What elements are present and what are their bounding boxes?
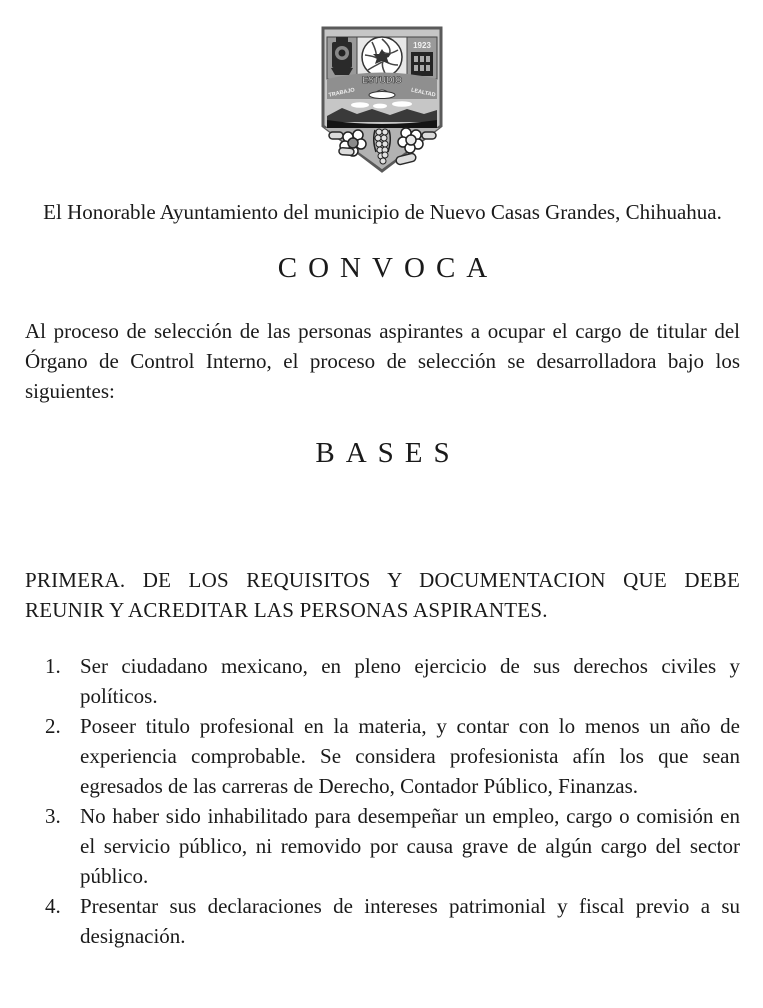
institution-header: El Honorable Ayuntamiento del municipio de Nuevo Casas Grandes, Chihuahua. <box>43 200 722 224</box>
list-item <box>25 711 740 801</box>
svg-text:TRABAJO: TRABAJO <box>328 87 356 99</box>
list-item-text: No haber sido inhabilitado para desempeñar un empleo, cargo o comisión en el servicio público, ni removido por causa grave de algún cargo del sector público. <box>80 804 740 888</box>
list-item-text: Presentar sus declaraciones de intereses patrimonial y fiscal previo a su designación. <box>80 894 740 948</box>
convoca-title: CONVOCA <box>277 252 499 284</box>
seal-container <box>25 4 740 177</box>
svg-text:LEALTAD: LEALTAD <box>410 87 436 99</box>
bases-title: BASES <box>315 437 461 469</box>
svg-text:1923: 1923 <box>413 41 431 50</box>
flowers-and-corn <box>325 128 439 169</box>
list-item-number: 3. <box>45 804 61 828</box>
list-item-number: 1. <box>45 654 61 678</box>
train-icon <box>331 37 353 75</box>
requirements-list <box>25 651 740 951</box>
paquime-rosette-icon <box>362 37 402 77</box>
municipal-seal-icon <box>312 4 453 177</box>
list-item-text: Poseer titulo profesional en la materia, y contar con lo menos un año de experiencia comprobable. Se considera profesionista afín los que sean egresados de las carreras de Derecho, Contador Público, Finanzas. <box>80 714 740 798</box>
svg-text:ESTUDIO: ESTUDIO <box>361 75 403 85</box>
building-icon <box>411 41 433 76</box>
list-item <box>25 651 740 711</box>
list-item-number: 2. <box>45 714 61 738</box>
section-primera-heading: PRIMERA. DE LOS REQUISITOS Y DOCUMENTACION QUE DEBE REUNIR Y ACREDITAR LAS PERSONAS ASPIRANTES. <box>25 568 740 622</box>
intro-paragraph: Al proceso de selección de las personas aspirantes a ocupar el cargo de titular del Órgano de Control Interno, el proceso de selección se desarrolladora bajo los siguientes: <box>25 319 740 403</box>
list-item <box>25 801 740 891</box>
list-item-text: Ser ciudadano mexicano, en pleno ejercicio de sus derechos civiles y políticos. <box>80 654 740 708</box>
list-item <box>25 891 740 951</box>
list-item-number: 4. <box>45 894 61 918</box>
